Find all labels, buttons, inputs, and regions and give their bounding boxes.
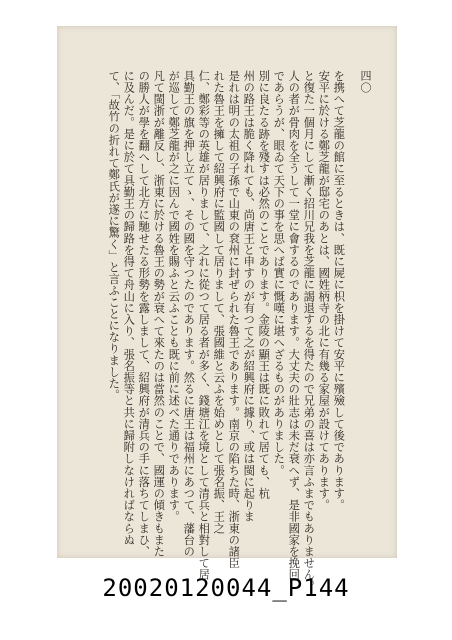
- image-caption: 20020120044_P144: [102, 574, 350, 602]
- text-line: 仁、鄭彩等の英雄が居りまして、之れに從つて居る者が多く、錢塘江を境として清兵と相對して居: [197, 70, 211, 581]
- text-line: を携へて芝龍の館に至るときは、既に屍に枳を掛けて安平に殯殮して後であります。: [332, 70, 346, 511]
- page-number: 四〇: [359, 70, 372, 94]
- text-line: が巡して鄭芝龍が之に因んで國姓を賜ふと云ふことも既に前に述べた通りであります。: [167, 70, 181, 523]
- text-line: であらうが、眼ゐて天下の事を思へば實に慨嘆に堪へざるものがありました。: [272, 70, 286, 476]
- text-line: に及んだ。是に於て具勤王の歸路を得て舟山に入り、張名振等と共に歸附しなければならぬ: [122, 70, 136, 546]
- text-line: と復た一個月にして漸く招川兄我を芝龍に謁退するを得たので兄弟の喜は亦言ふまでもありません。: [302, 70, 316, 592]
- text-line: 凡て閩浙が離反し、浙東に於ける魯王の勢が衰へて來たのは當然のことで、國運の傾きもまた: [152, 70, 166, 558]
- text-line: 人の者が骨肉を全うして一堂に會するのであります。大丈夫の壯志は未だ衰へず、是非國家を挽回: [287, 70, 301, 581]
- text-line: 別に良たる跡を殘すは必然のことであります。金陵の顯王は既に敗れて居ても、杭: [257, 70, 271, 500]
- text-line: 安平に於ける鄭芝龍が邸宅のあとは、國姓柄寺の北に有幾る家屋が設けてあります。: [317, 70, 331, 511]
- text-line: 具勤王の旗を押し立てゝ、その國を守つたのであります。然るに唐王は福州にあつて、藩台の: [182, 70, 196, 558]
- text-line: て、「故竹の折れて鄭氏が遂に驚く」と言ふことになりました。: [107, 70, 121, 401]
- text-line: 州の路王は脆く降れても、尚唐王と申すのが有つて之が紹興府に據り、或は閩に起りま: [242, 70, 256, 523]
- text-line: 是れは明の太祖の子孫で山東の袞州に封ぜられた魯王であります。南京の陷ちた時、浙東の諸臣: [227, 70, 241, 569]
- text-line: の勝人が學を翻へして北方に馳せたる形勢を露しまして、紹興府が清兵の手に落ちてしまひ、: [137, 70, 151, 558]
- text-line: れた魯王を擁して紹興府に監國して居りまして、張國維と云ふを始めとして張名振、王之: [212, 70, 226, 534]
